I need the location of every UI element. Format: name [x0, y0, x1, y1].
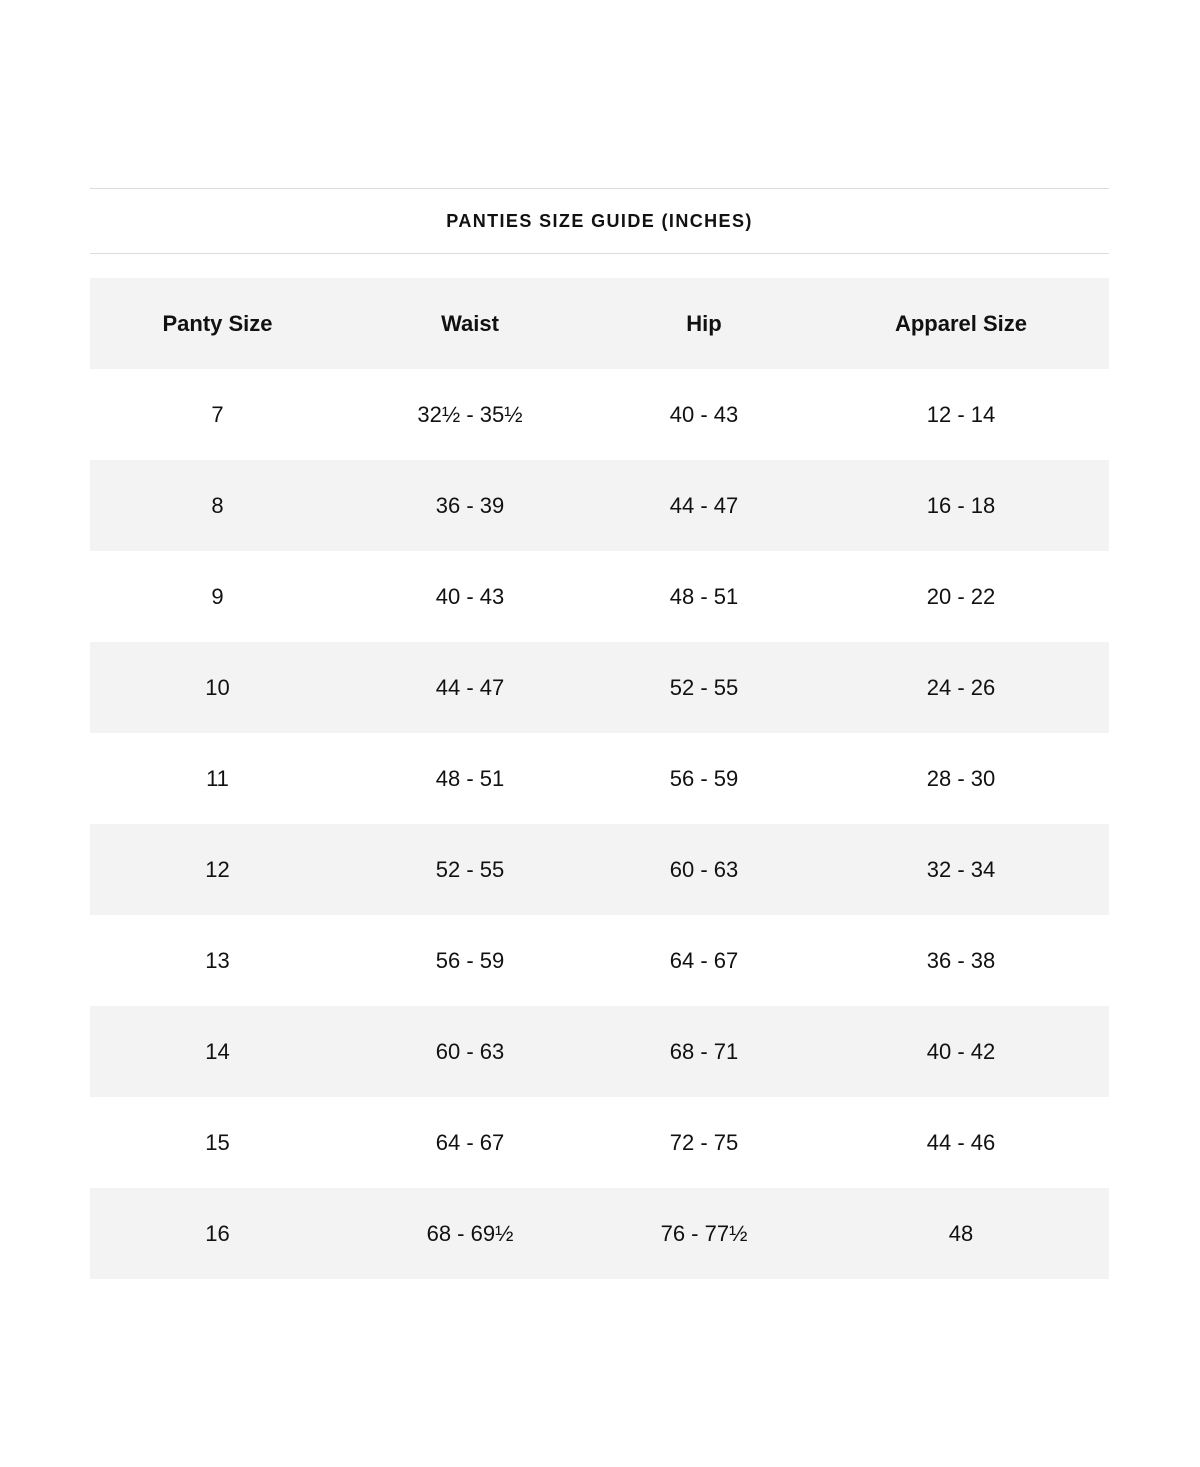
cell-waist: 32½ - 35½: [417, 401, 523, 427]
title-bar: [90, 188, 1109, 254]
table-header-row: [90, 278, 1109, 369]
cell-apparel-size: 48: [948, 1220, 974, 1246]
cell-hip: 48 - 51: [669, 583, 739, 609]
table-row: [90, 1188, 1109, 1279]
table-row: [90, 824, 1109, 915]
table-row: [90, 460, 1109, 551]
cell-hip: 68 - 71: [669, 1038, 739, 1064]
cell-waist: 64 - 67: [435, 1129, 505, 1155]
cell-panty-size: 11: [206, 765, 229, 791]
header-waist: Waist: [441, 310, 499, 336]
cell-panty-size: 16: [205, 1220, 230, 1246]
cell-hip: 72 - 75: [669, 1129, 739, 1155]
cell-panty-size: 8: [211, 492, 224, 518]
table-row: [90, 551, 1109, 642]
table-row: [90, 733, 1109, 824]
cell-panty-size: 12: [205, 856, 230, 882]
cell-apparel-size: 12 - 14: [926, 401, 996, 427]
cell-hip: 60 - 63: [669, 856, 739, 882]
table-row: [90, 915, 1109, 1006]
cell-panty-size: 10: [205, 674, 230, 700]
cell-panty-size: 14: [205, 1038, 230, 1064]
cell-hip: 64 - 67: [669, 947, 739, 973]
size-table: [90, 278, 1109, 1279]
cell-apparel-size: 44 - 46: [926, 1129, 996, 1155]
cell-hip: 44 - 47: [669, 492, 739, 518]
header-panty-size: Panty Size: [162, 310, 273, 336]
cell-hip: 76 - 77½: [660, 1220, 748, 1246]
cell-panty-size: 9: [211, 583, 224, 609]
table-row: [90, 369, 1109, 460]
table-row: [90, 642, 1109, 733]
cell-hip: 56 - 59: [669, 765, 739, 791]
cell-waist: 36 - 39: [435, 492, 505, 518]
cell-apparel-size: 36 - 38: [926, 947, 996, 973]
cell-apparel-size: 16 - 18: [926, 492, 996, 518]
cell-panty-size: 7: [211, 401, 224, 427]
cell-apparel-size: 24 - 26: [926, 674, 996, 700]
cell-waist: 60 - 63: [435, 1038, 505, 1064]
header-hip: Hip: [686, 310, 722, 336]
page-title: PANTIES SIZE GUIDE (INCHES): [446, 210, 753, 231]
cell-hip: 40 - 43: [669, 401, 739, 427]
cell-waist: 68 - 69½: [426, 1220, 514, 1246]
cell-waist: 52 - 55: [435, 856, 505, 882]
table-row: [90, 1006, 1109, 1097]
header-apparel-size: Apparel Size: [894, 310, 1028, 336]
cell-hip: 52 - 55: [669, 674, 739, 700]
cell-apparel-size: 32 - 34: [926, 856, 996, 882]
cell-panty-size: 13: [205, 947, 230, 973]
size-guide: [90, 188, 1109, 1279]
cell-waist: 44 - 47: [435, 674, 505, 700]
cell-panty-size: 15: [205, 1129, 230, 1155]
cell-waist: 48 - 51: [435, 765, 505, 791]
cell-apparel-size: 20 - 22: [926, 583, 996, 609]
cell-waist: 56 - 59: [435, 947, 505, 973]
cell-apparel-size: 40 - 42: [926, 1038, 996, 1064]
cell-apparel-size: 28 - 30: [926, 765, 996, 791]
table-row: [90, 1097, 1109, 1188]
cell-waist: 40 - 43: [435, 583, 505, 609]
